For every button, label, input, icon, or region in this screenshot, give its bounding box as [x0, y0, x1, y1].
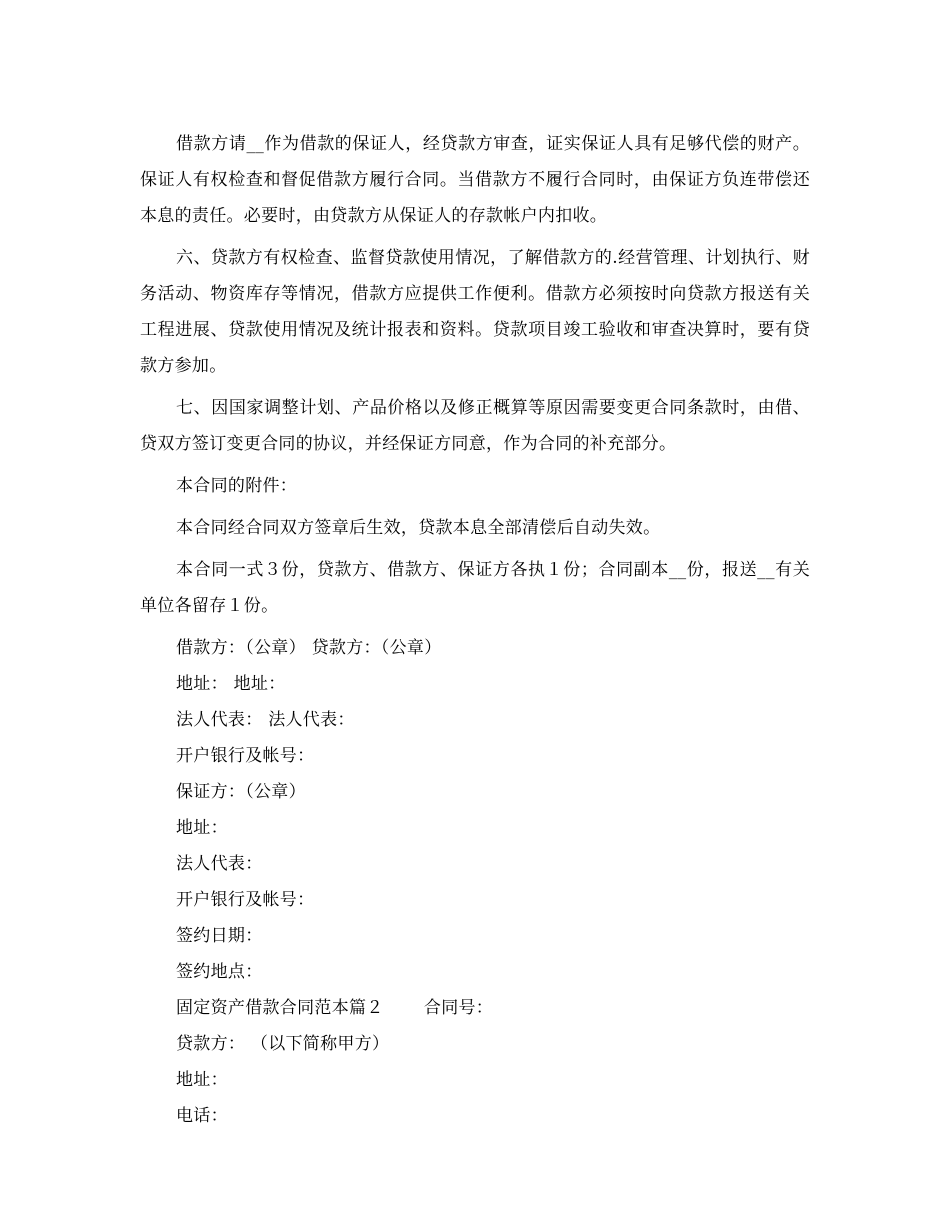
legal-rep-line: 法人代表： 法人代表：: [176, 710, 355, 730]
lender-phone-line: 电话：: [176, 1106, 228, 1126]
paragraph-clause-seven: 七、因国家调整计划、产品价格以及修正概算等原因需要变更合同条款时，由借、贷双方签订变更合同的协议，并经保证方同意，作为合同的补充部分。: [140, 398, 810, 454]
paragraph-attachments: 本合同的附件：: [176, 476, 298, 496]
contract-template-title: 固定资产借款合同范本篇２ 合同号：: [176, 998, 494, 1018]
guarantor-address-line: 地址：: [176, 818, 228, 838]
address-line: 地址： 地址：: [176, 674, 286, 694]
guarantor-bank-account-line: 开户银行及帐号：: [176, 890, 315, 910]
document-body: [140, 126, 810, 1134]
paragraph-effective: 本合同经合同双方签章后生效，贷款本息全部清偿后自动失效。: [176, 518, 661, 538]
lender-line: 贷款方： （以下简称甲方）: [176, 1034, 390, 1054]
paragraph-guarantor: 借款方请__作为借款的保证人，经贷款方审查，证实保证人具有足够代偿的财产。保证人有权检查和督促借款方履行合同。当借款方不履行合同时，由保证方负连带偿还本息的责任。必要时，由贷款方从保证人的存款帐户内扣收。: [140, 134, 810, 226]
guarantor-seal-line: 保证方：（公章）: [176, 782, 306, 802]
signing-place-line: 签约地点：: [176, 962, 263, 982]
guarantor-legal-rep-line: 法人代表：: [176, 854, 263, 874]
paragraph-copies: 本合同一式３份，贷款方、借款方、保证方各执１份；合同副本__份，报送__有关单位各留存１份。: [140, 560, 810, 616]
paragraph-clause-six: 六、贷款方有权检查、监督贷款使用情况，了解借款方的.经营管理、计划执行、财务活动、物资库存等情况，借款方应提供工作便利。借款方必须按时向贷款方报送有关工程进展、贷款使用情况及统计报表和资料。贷款项目竣工验收和审查决算时，要有贷款方参加。: [140, 248, 810, 376]
signing-date-line: 签约日期：: [176, 926, 263, 946]
lender-address-line: 地址：: [176, 1070, 228, 1090]
signature-borrower-lender: 借款方：（公章） 贷款方：（公章）: [176, 638, 442, 658]
bank-account-line: 开户银行及帐号：: [176, 746, 315, 766]
